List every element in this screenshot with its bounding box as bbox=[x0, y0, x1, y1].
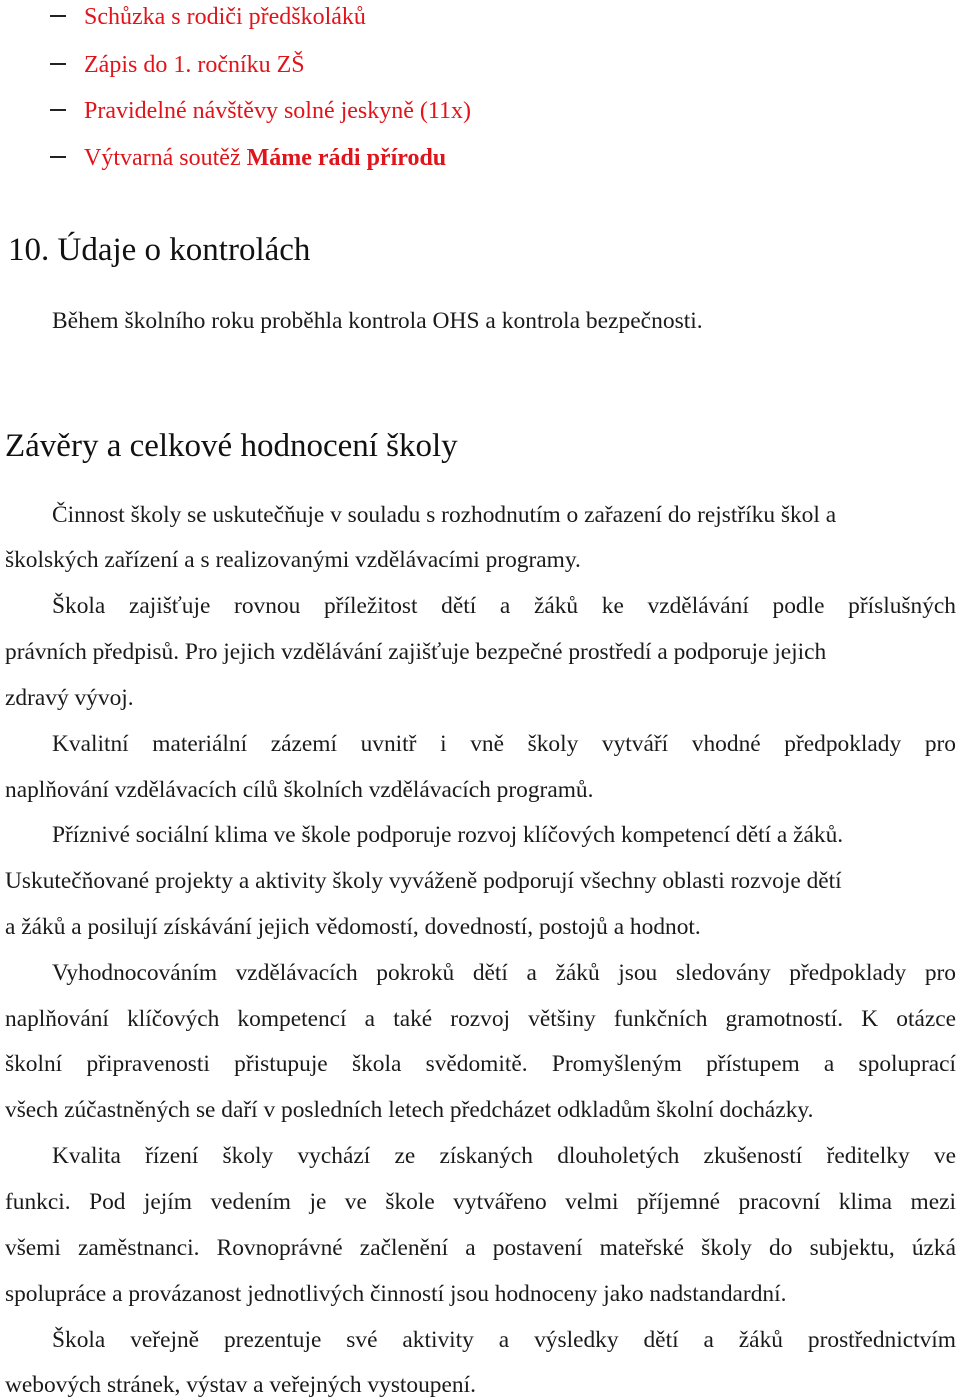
section-heading-inspections: 10. Údaje o kontrolách bbox=[8, 232, 311, 268]
paragraph-line: Vyhodnocováním vzdělávacích pokroků dětí a žáků jsou sledovány předpoklady pro bbox=[52, 960, 956, 986]
paragraph-line: spolupráce a provázanost jednotlivých činností jsou hodnoceny jako nadstandardní. bbox=[5, 1281, 787, 1307]
paragraph-line: Činnost školy se uskutečňuje v souladu s rozhodnutím o zařazení do rejstříku škol a bbox=[52, 502, 837, 528]
list-item-text: Schůzka s rodiči předškoláků bbox=[84, 4, 366, 30]
list-item-text: Zápis do 1. ročníku ZŠ bbox=[84, 52, 305, 78]
paragraph-line: Příznivé sociální klima ve škole podporuje rozvoj klíčových kompetencí dětí a žáků. bbox=[52, 822, 844, 848]
paragraph-line: všemi zaměstnanci. Rovnoprávné začlenění a postavení mateřské školy do subjektu, úzká bbox=[5, 1235, 956, 1261]
dash-bullet-icon bbox=[48, 50, 84, 80]
section-heading-conclusions: Závěry a celkové hodnocení školy bbox=[5, 428, 458, 464]
list-item bbox=[48, 50, 305, 80]
paragraph-line: a žáků a posilují získávání jejich vědomostí, dovedností, postojů a hodnot. bbox=[5, 914, 701, 940]
dash-bullet-icon bbox=[48, 143, 84, 173]
paragraph-line: všech zúčastněných se daří v posledních letech předcházet odkladům školní docházky. bbox=[5, 1097, 814, 1123]
paragraph-line: Uskutečňované projekty a aktivity školy vyváženě podporují všechny oblasti rozvoje dětí bbox=[5, 868, 842, 894]
paragraph-line: Kvalitní materiální zázemí uvnitř i vně školy vytváří vhodné předpoklady pro bbox=[52, 731, 956, 757]
list-item bbox=[48, 2, 366, 32]
paragraph-line: právních předpisů. Pro jejich vzdělávání zajišťuje bezpečné prostředí a podporuje jejich bbox=[5, 639, 827, 665]
paragraph-line: školských zařízení a s realizovanými vzdělávacími programy. bbox=[5, 547, 581, 573]
paragraph-line: Škola veřejně prezentuje své aktivity a výsledky dětí a žáků prostřednictvím bbox=[52, 1327, 956, 1353]
list-item-text: Výtvarná soutěž bbox=[84, 145, 247, 171]
paragraph-line: školní připravenosti přistupuje škola svědomitě. Promyšleným přístupem a spoluprací bbox=[5, 1051, 956, 1077]
list-item-text: Pravidelné návštěvy solné jeskyně (11x) bbox=[84, 98, 472, 124]
paragraph-line: zdravý vývoj. bbox=[5, 685, 134, 711]
paragraph-line: funkci. Pod jejím vedením je ve škole vytvářeno velmi příjemné pracovní klima mezi bbox=[5, 1189, 956, 1215]
inspections-text: Během školního roku proběhla kontrola OHS a kontrola bezpečnosti. bbox=[52, 308, 703, 334]
dash-bullet-icon bbox=[48, 96, 84, 126]
paragraph-line: Škola zajišťuje rovnou příležitost dětí a žáků ke vzdělávání podle příslušných bbox=[52, 593, 956, 619]
paragraph-line: webových stránek, výstav a veřejných vystoupení. bbox=[5, 1372, 476, 1398]
paragraph-line: naplňování vzdělávacích cílů školních vzdělávacích programů. bbox=[5, 777, 594, 803]
list-item-emphasis: Máme rádi přírodu bbox=[246, 145, 447, 171]
dash-bullet-icon bbox=[48, 2, 84, 32]
list-item bbox=[48, 96, 471, 126]
paragraph-line: naplňování klíčových kompetencí a také rozvoj většiny funkčních gramotností. K otázce bbox=[5, 1006, 956, 1032]
list-item bbox=[48, 143, 446, 173]
paragraph-line: Kvalita řízení školy vychází ze získaných dlouholetých zkušeností ředitelky ve bbox=[52, 1143, 956, 1169]
